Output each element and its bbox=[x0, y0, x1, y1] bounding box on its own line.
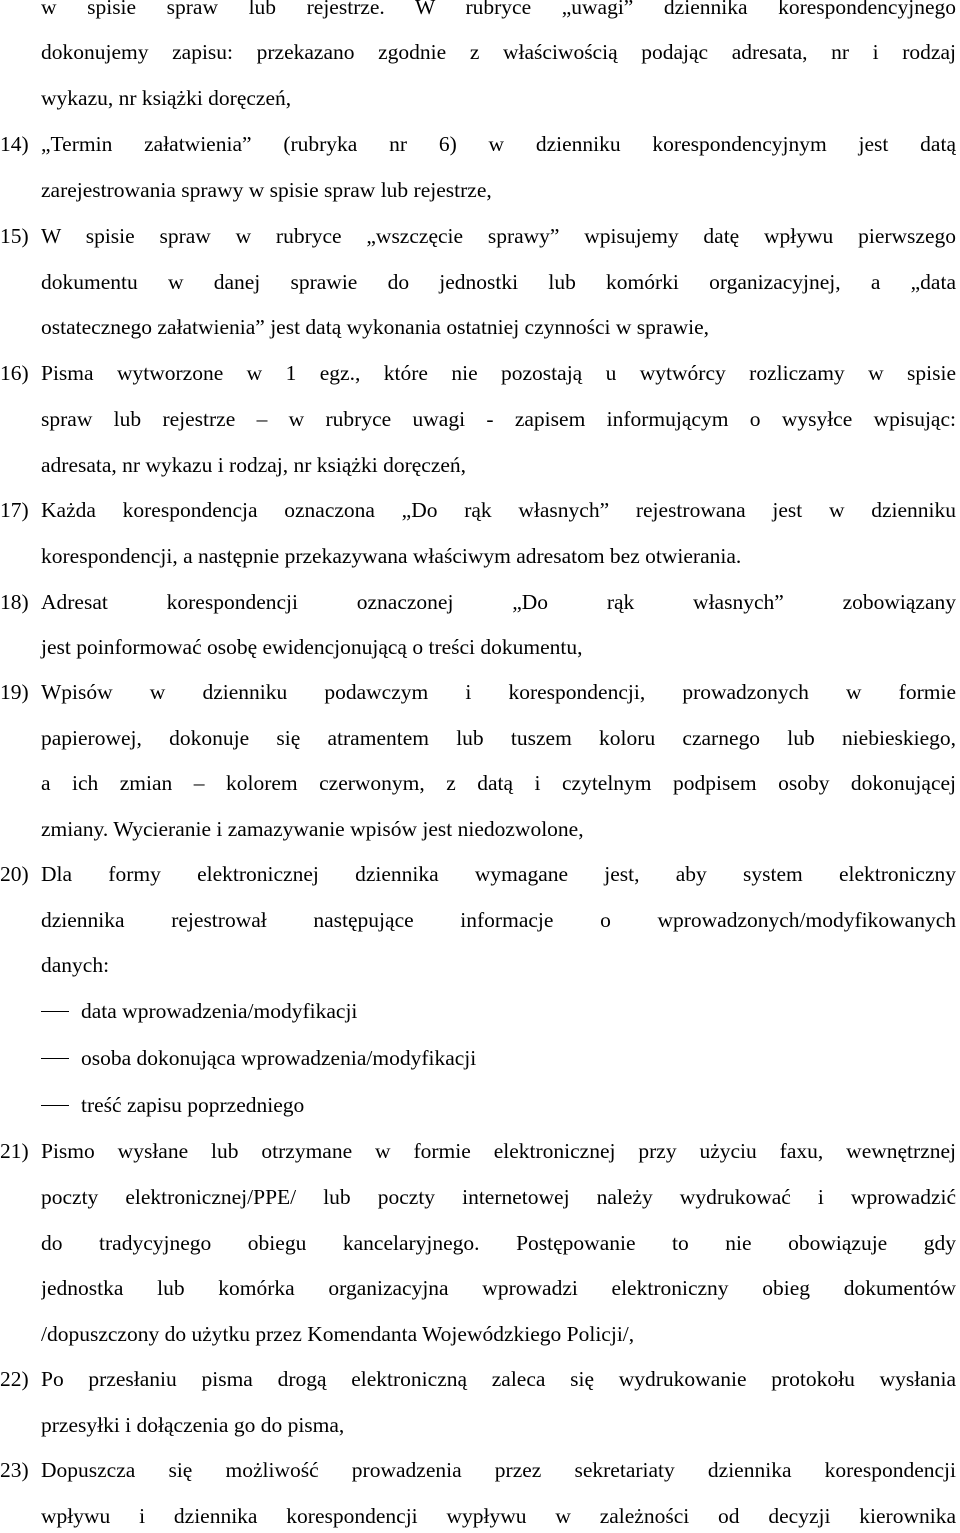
list-number: 22) bbox=[0, 1367, 29, 1391]
line-text: papierowej, dokonuje się atramentem lub tuszem koloru czarnego lub niebieskiego, bbox=[41, 726, 956, 750]
line-text: Adresat korespondencji oznaczonej „Do rąk własnych” zobowiązany bbox=[41, 590, 956, 614]
list-number: 14) bbox=[0, 132, 29, 156]
line-text: Dla formy elektronicznej dziennika wymagane jest, aby system elektroniczny bbox=[41, 862, 956, 886]
line-text: zarejestrowania sprawy w spisie spraw lub rejestrze, bbox=[41, 178, 492, 202]
line-text: /dopuszczony do użytku przez Komendanta Wojewódzkiego Policji/, bbox=[41, 1322, 635, 1346]
line-text: danych: bbox=[41, 953, 110, 977]
list-number: 15) bbox=[0, 224, 29, 248]
line-text: Pismo wysłane lub otrzymane w formie elektronicznej przy użyciu faxu, wewnętrznej bbox=[41, 1139, 956, 1163]
line-text: korespondencji, a następnie przekazywana właściwym adresatom bez otwierania. bbox=[41, 544, 742, 568]
list-number: 18) bbox=[0, 590, 29, 614]
line-text: poczty elektronicznej/PPE/ lub poczty internetowej należy wydrukować i wprowadzić bbox=[41, 1185, 956, 1209]
line-text: Po przesłaniu pisma drogą elektroniczną zaleca się wydrukowanie protokołu wysłania bbox=[41, 1367, 956, 1391]
list-number: 16) bbox=[0, 361, 29, 385]
dash-bullet bbox=[41, 1011, 69, 1012]
line-text: „Termin załatwienia” (rubryka nr 6) w dzienniku korespondencyjnym jest datą bbox=[41, 132, 956, 156]
line-text: a ich zmian – kolorem czerwonym, z datą i czytelnym podpisem osoby dokonującej bbox=[41, 771, 956, 795]
line-text: jednostka lub komórka organizacyjna wprowadzi elektroniczny obieg dokumentów bbox=[41, 1276, 956, 1300]
list-number: 17) bbox=[0, 498, 29, 522]
line-text: treść zapisu poprzedniego bbox=[81, 1093, 305, 1117]
list-number: 21) bbox=[0, 1139, 29, 1163]
line-text: dokonujemy zapisu: przekazano zgodnie z właściwością podając adresata, nr i rodzaj bbox=[41, 40, 956, 64]
line-text: Każda korespondencja oznaczona „Do rąk własnych” rejestrowana jest w dzienniku bbox=[41, 498, 956, 522]
line-text: W spisie spraw w rubryce „wszczęcie sprawy” wpisujemy datę wpływu pierwszego bbox=[41, 224, 956, 248]
line-text: Wpisów w dzienniku podawczym i korespondencji, prowadzonych w formie bbox=[41, 680, 956, 704]
line-text: adresata, nr wykazu i rodzaj, nr książki doręczeń, bbox=[41, 453, 467, 477]
line-text: dziennika rejestrował następujące informacje o wprowadzonych/modyfikowanych bbox=[41, 908, 956, 932]
list-number: 20) bbox=[0, 862, 29, 886]
line-text: ostatecznego załatwienia” jest datą wykonania ostatniej czynności w sprawie, bbox=[41, 315, 710, 339]
line-text: przesyłki i dołączenia go do pisma, bbox=[41, 1413, 345, 1437]
line-text: wykazu, nr książki doręczeń, bbox=[41, 86, 292, 110]
line-text: Pisma wytworzone w 1 egz., które nie pozostają u wytwórcy rozliczamy w spisie bbox=[41, 361, 956, 385]
line-text: wpływu i dziennika korespondencji wypływu w zależności od decyzji kierownika bbox=[41, 1504, 956, 1528]
line-text: osoba dokonująca wprowadzenia/modyfikacji bbox=[81, 1046, 477, 1070]
line-text: spraw lub rejestrze – w rubryce uwagi - zapisem informującym o wysyłce wpisując: bbox=[41, 407, 956, 431]
dash-bullet bbox=[41, 1058, 69, 1059]
line-text: Dopuszcza się możliwość prowadzenia przez sekretariaty dziennika korespondencji bbox=[41, 1458, 956, 1482]
line-text: dokumentu w danej sprawie do jednostki lub komórki organizacyjnej, a „data bbox=[41, 270, 956, 294]
line-text: zmiany. Wycieranie i zamazywanie wpisów jest niedozwolone, bbox=[41, 817, 584, 841]
list-number: 19) bbox=[0, 680, 29, 704]
line-text: do tradycyjnego obiegu kancelaryjnego. Postępowanie to nie obowiązuje gdy bbox=[41, 1231, 956, 1255]
line-text: w spisie spraw lub rejestrze. W rubryce „uwagi” dziennika korespondencyjnego bbox=[41, 0, 956, 19]
line-text: jest poinformować osobę ewidencjonującą o treści dokumentu, bbox=[41, 635, 583, 659]
list-number: 23) bbox=[0, 1458, 29, 1482]
dash-bullet bbox=[41, 1105, 69, 1106]
line-text: data wprowadzenia/modyfikacji bbox=[81, 999, 358, 1023]
